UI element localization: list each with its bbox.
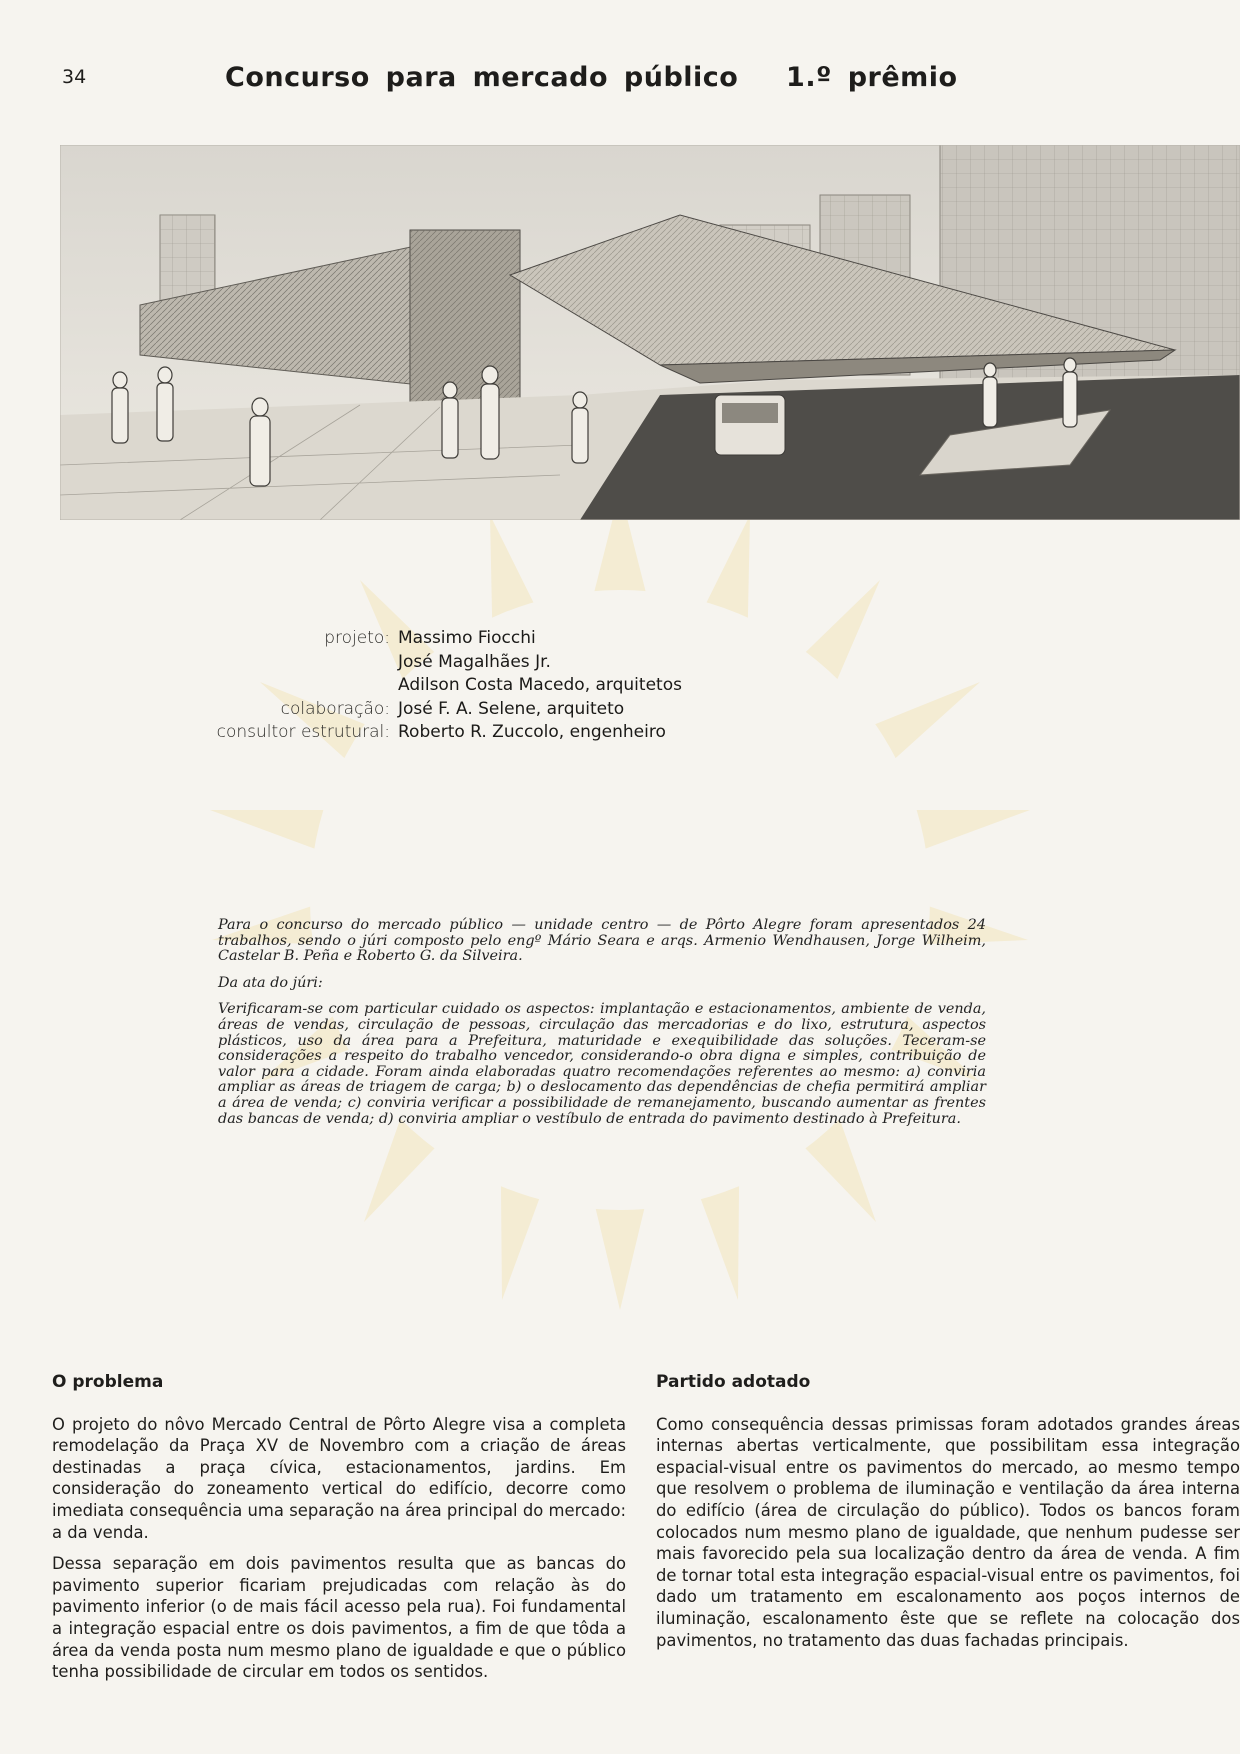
credit-name: Massimo Fiocchi: [398, 628, 536, 648]
partido-section: [656, 1372, 1240, 1661]
intro-jury-label: Da ata do júri:: [218, 974, 323, 991]
credit-row: [120, 721, 682, 745]
credit-name: José F. A. Selene, arquiteto: [398, 698, 625, 719]
credits-table: [120, 627, 682, 745]
partido-paragraph: Como consequência dessas primissas foram adotados grandes áreas internas abertas verticalmente, que possibilitam essa integração espacial-visual entre os pavimentos do mercado, ao mesmo tempo que resolvem o problema de iluminação e ventilação da área interna do edifício (área de circulação do público). Todos os bancos foram colocados num mesmo plano de igualdade, que nenhum pudesse ser mais favorecido pela sua localização dentro da área de venda. A fim de tornar total esta integração espacial-visual entre os pavimentos, foi dado um tratamento em escalonamento aos poços internos de iluminação, escalonamento êste que se reflete na colocação dos pavimentos, no tratamento das duas fachadas principais.: [656, 1414, 1240, 1650]
market-perspective-drawing: [60, 145, 1240, 520]
credit-row: [120, 698, 682, 722]
intro-jury-minutes: Verificaram-se com particular cuidado os aspectos: implantação e estacionamentos, ambiente de venda, áreas de vendas, circulação de pessoas, circulação das mercadorias e do lixo, estrutura, aspectos plásticos, uso da área para a Prefeitura, maturidade e exequibilidade das soluções. Teceram-se considerações a respeito do trabalho vencedor, considerando-o obra digna e simples, contribuição de valor para a cidade. Foram ainda elaboradas quatro recomendações referentes ao mesmo: a) conviria ampliar as áreas de triagem de carga; b) o deslocamento das dependências de chefia permitirá ampliar a área de venda; c) conviria verificar a possibilidade de remanejamento, buscando aumentar as frentes das bancas de venda; d) conviria ampliar o vestíbulo de entrada do pavimento destinado à Prefeitura.: [218, 1001, 986, 1127]
credit-name: José Magalhães Jr.: [398, 651, 551, 672]
credit-role: projeto:: [324, 628, 390, 648]
page-number: 34: [62, 66, 87, 88]
jury-intro: [218, 918, 986, 1138]
credit-name: Roberto R. Zuccolo, engenheiro: [398, 722, 666, 742]
problem-paragraph: O projeto do nôvo Mercado Central de Pôrto Alegre visa a completa remodelação da Praça XV de Novembro com a criação de áreas destinadas a praça cívica, estacionamentos, jardins. Em consideração do zoneamento vertical do edifício, decorre como imediata consequência uma separação na área principal do mercado: a da venda.: [52, 1414, 626, 1542]
credit-role: consultor estrutural:: [216, 722, 390, 742]
page-title: Concurso para mercado público 1.º prêmio: [225, 62, 958, 93]
credit-row: [120, 627, 682, 651]
credit-name: Adilson Costa Macedo, arquitetos: [398, 675, 682, 695]
credit-role: [120, 674, 398, 698]
credit-role: [120, 651, 398, 675]
credit-row: [120, 674, 682, 698]
problem-section: [52, 1372, 626, 1693]
credit-row: [120, 651, 682, 675]
problem-heading: O problema: [52, 1372, 164, 1392]
problem-paragraph: Dessa separação em dois pavimentos resulta que as bancas do pavimento superior ficariam prejudicadas com relação às do pavimento inferior (o de mais fácil acesso pela rua). Foi fundamental a integração espacial entre os dois pavimentos, a fim de que tôda a área da venda posta num mesmo plano de igualdade e que o público tenha possibilidade de circular em todos os sentidos.: [52, 1554, 626, 1682]
intro-paragraph: Para o concurso do mercado público — unidade centro — de Pôrto Alegre foram apresentados 24 trabalhos, sendo o júri composto pelo engº Mário Seara e arqs. Armenio Wendhausen, Jorge Wilheim, Castelar B. Peña e Roberto G. da Silveira.: [218, 917, 986, 965]
sunburst-watermark: [190, 470, 1050, 1330]
partido-heading: Partido adotado: [656, 1372, 811, 1392]
credit-role: colaboração:: [280, 698, 390, 719]
